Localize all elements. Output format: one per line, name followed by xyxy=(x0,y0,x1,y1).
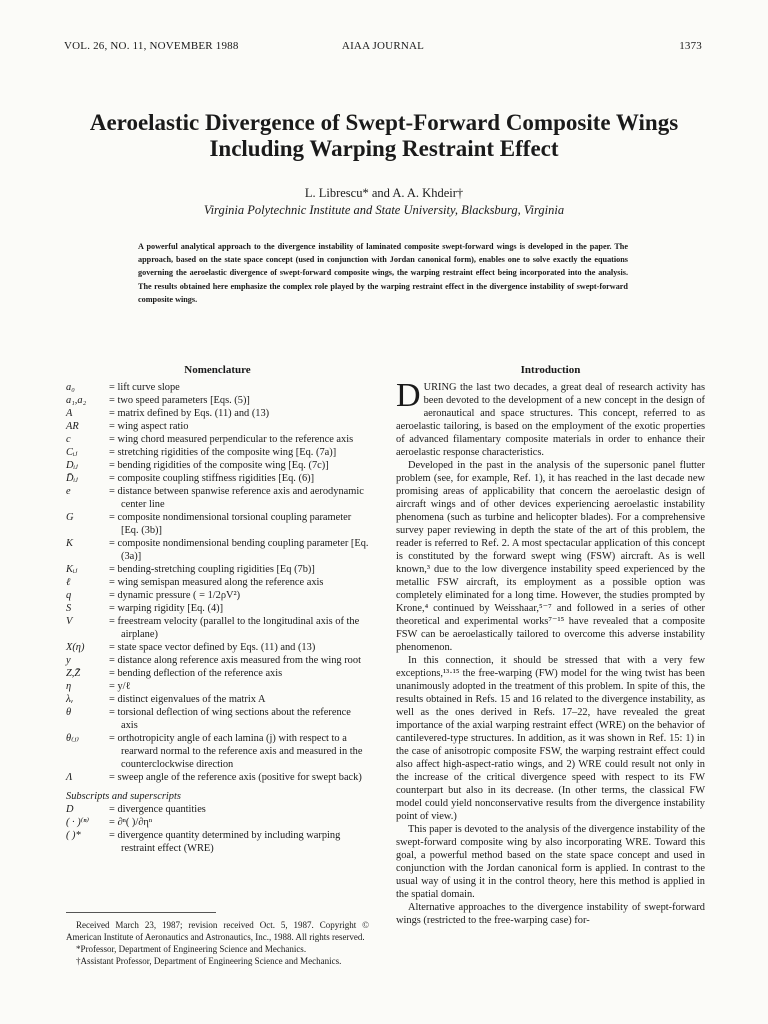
nomenclature-symbol: θ₍ⱼ₎ xyxy=(66,733,79,744)
nomenclature-symbol: Kᵢⱼ xyxy=(66,564,78,575)
nomenclature-entry xyxy=(66,732,369,771)
nomenclature-symbol: θ xyxy=(66,707,72,718)
nomenclature-definition: = distance along reference axis measured from the wing root xyxy=(109,655,361,666)
right-column xyxy=(396,364,705,927)
nomenclature-symbol: D xyxy=(66,804,74,815)
footnote-rule xyxy=(66,912,216,913)
nomenclature-entry xyxy=(66,511,369,537)
nomenclature-entry xyxy=(66,589,369,602)
nomenclature-definition: = ∂ⁿ( )/∂ηⁿ xyxy=(109,817,153,828)
nomenclature-symbol: V xyxy=(66,616,73,627)
nomenclature-entry xyxy=(66,485,369,511)
nomenclature-symbol: q xyxy=(66,590,72,601)
intro-paragraph-2: Developed in the past in the analysis of the supersonic panel flutter problem (see, for example, Ref. 1), it has reached in the last decade new promising areas of applicability that concern the aeroelastic design of aircraft wings and of other devices experiencing aeroelastic instability phenomena (such as turbine and helicopter blades). For a comprehensive survey paper reviewing in depth the state of the art of this problem, the reader is referred to Ref. 2. A most spectacular application of this concept is constituted by the forward swept wing (FSW) aircraft. As is well known,³ due to the low divergence instability speed experienced by the metallic FSW aircraft, its employment as a possible option was completely eliminated for a long time. However, the studies prompted by Krone,⁴ continued by Weisshaar,⁵⁻⁷ and followed in a series of other theoretical and experimental works⁷⁻¹⁵ have revealed that a composite FSW can be aeroelastically tailored to overcome this adverse instability phenomenon. xyxy=(396,460,705,653)
nomenclature-entry xyxy=(66,680,369,693)
nomenclature-definition: = bending-stretching coupling rigidities [Eq (7b)] xyxy=(109,564,315,575)
intro-paragraph-5: Alternative approaches to the divergence instability of swept-forward wings (restricted to the free-warping case) for- xyxy=(396,902,705,926)
nomenclature-definition: = composite nondimensional bending coupling parameter [Eq. (3a)] xyxy=(109,538,369,562)
affiliation: Virginia Polytechnic Institute and State University, Blacksburg, Virginia xyxy=(203,203,565,217)
nomenclature-entry xyxy=(66,446,369,459)
drop-cap: D xyxy=(396,377,421,414)
nomenclature-definition: = wing chord measured perpendicular to the reference axis xyxy=(109,434,354,445)
title-line-1: Aeroelastic Divergence of Swept-Forward Composite Wings xyxy=(89,110,679,135)
nomenclature-entry xyxy=(66,563,369,576)
nomenclature-definition: = two speed parameters [Eqs. (5)] xyxy=(109,395,250,406)
nomenclature-definition: = bending rigidities of the composite wing [Eq. (7c)] xyxy=(109,460,329,471)
nomenclature-definition: = lift curve slope xyxy=(109,382,180,393)
nomenclature-definition: = torsional deflection of wing sections about the reference axis xyxy=(109,707,351,731)
nomenclature-symbol: ℓ xyxy=(66,577,71,588)
page-number: 1373 xyxy=(679,40,702,52)
nomenclature-definition: = sweep angle of the reference axis (positive for swept back) xyxy=(109,772,362,783)
nomenclature-symbol: ( · )⁽ⁿ⁾ xyxy=(66,817,90,828)
nomenclature-definition: = divergence quantities xyxy=(109,804,206,815)
running-header xyxy=(64,40,702,56)
nomenclature-symbol: S xyxy=(66,603,72,614)
nomenclature-entry xyxy=(66,641,369,654)
nomenclature-definition: = y/ℓ xyxy=(109,681,131,692)
nomenclature-definition: = freestream velocity (parallel to the longitudinal axis of the airplane) xyxy=(109,616,360,640)
nomenclature-definition: = state space vector defined by Eqs. (11) and (13) xyxy=(109,642,316,653)
nomenclature-definition: = composite nondimensional torsional coupling parameter [Eq. (3b)] xyxy=(109,512,352,536)
nomenclature-symbol: λᵥ xyxy=(66,694,74,705)
nomenclature-entry xyxy=(66,433,369,446)
footnote-received: Received March 23, 1987; revision received Oct. 5, 1987. Copyright © American Institute of Aeronautics and Astronautics, Inc., 1988. All rights reserved. xyxy=(66,920,369,942)
nomenclature-definition: = warping rigidity [Eq. (4)] xyxy=(109,603,224,614)
nomenclature-entry xyxy=(66,771,369,784)
nomenclature-symbol: Z,Z̄ xyxy=(66,668,81,679)
nomenclature-definition: = matrix defined by Eqs. (11) and (13) xyxy=(109,408,270,419)
nomenclature-symbol: D̄ᵢⱼ xyxy=(66,473,78,484)
title-line-2: Including Warping Restraint Effect xyxy=(209,136,559,161)
nomenclature-symbol: Cᵢⱼ xyxy=(66,447,78,458)
nomenclature-definition: = dynamic pressure ( = 1/2ρV²) xyxy=(109,590,241,601)
nomenclature-symbol: Λ xyxy=(66,772,73,783)
intro-paragraph-4: This paper is devoted to the analysis of the divergence instability of the swept-forward composite wing by also incorporating WRE. Toward this goal, a powerful method based on the state space concept and used in conjunction with the Jordan canonical form is applied. In contrast to the usual way of using it in the control theory, here this method is applied in the spatial domain. xyxy=(396,824,705,900)
footnote-assistant: †Assistant Professor, Department of Engineering Science and Mechanics. xyxy=(76,956,342,966)
nomenclature-entry xyxy=(66,576,369,589)
nomenclature-definition: = distinct eigenvalues of the matrix A xyxy=(109,694,266,705)
nomenclature-symbol: a₀ xyxy=(66,382,75,393)
nomenclature-entry xyxy=(66,667,369,680)
subscripts-heading: Subscripts and superscripts xyxy=(66,791,181,802)
nomenclature-definition: = divergence quantity determined by including warping restraint effect (WRE) xyxy=(109,830,341,854)
journal-name: AIAA JOURNAL xyxy=(341,40,425,52)
nomenclature-entry xyxy=(66,706,369,732)
nomenclature-entry xyxy=(66,803,369,816)
nomenclature-definition: = wing aspect ratio xyxy=(109,421,189,432)
nomenclature-symbol: G xyxy=(66,512,74,523)
nomenclature-symbol: e xyxy=(66,486,71,497)
nomenclature-entry xyxy=(66,394,369,407)
intro-paragraph-3: In this connection, it should be stressed that with a very few exceptions,¹³·¹⁵ the free-warping (FW) model for the wing twist has been unanimously adopted in the treatment of this problem. In spite of this, the results obtained in Refs. 15 and 16 related to the divergence instability, as well as the ones derived in Refs. 17–22, have revealed the great importance of the axial warping restraint effect (WRE) on the behavior of cantilevered-type structures. In addition, as it was shown in Ref. 15: 1) in the case of anisotropic composite FSW, the warping restraint effect could also affect high-aspect-ratio wings, and 2) WRE could result not only in the increase of the critical divergence speed with respect to its FW counterpart but also in its decrease. (In other terms, the classical FW model could yield nonconservative results from the divergence instability point of view.) xyxy=(396,655,705,822)
nomenclature-symbol: y xyxy=(66,655,71,666)
nomenclature-entry xyxy=(66,615,369,641)
intro-paragraph-1-text: URING the last two decades, a great deal of research activity has been devoted to the development of a new concept in the design of aeronautical and space structures. This concept, referred to as aeroelastic tailoring, is based on the employment of the exotic properties of advanced filamentary composite materials in order to enhance their aeroelastic response characteristics. xyxy=(396,382,705,458)
nomenclature-symbol: X(η) xyxy=(66,642,85,653)
nomenclature-entry xyxy=(66,472,369,485)
footnote-professor: *Professor, Department of Engineering Science and Mechanics. xyxy=(76,944,307,954)
nomenclature-entry xyxy=(66,420,369,433)
nomenclature-heading: Nomenclature xyxy=(184,364,251,376)
footnotes xyxy=(66,912,369,967)
nomenclature-list xyxy=(66,381,369,784)
nomenclature-definition: = orthotropicity angle of each lamina (j) with respect to a rearward normal to the reference axis and measured in the counterclockwise direction xyxy=(109,733,363,770)
introduction-heading: Introduction xyxy=(520,364,581,376)
nomenclature-symbol: A xyxy=(66,408,73,419)
left-column xyxy=(66,364,369,855)
nomenclature-entry xyxy=(66,693,369,706)
volume-info: VOL. 26, NO. 11, NOVEMBER 1988 xyxy=(64,40,239,52)
nomenclature-definition: = distance between spanwise reference axis and aerodynamic center line xyxy=(109,486,364,510)
nomenclature-definition: = bending deflection of the reference axis xyxy=(109,668,283,679)
subscripts-list xyxy=(66,803,369,855)
nomenclature-entry xyxy=(66,829,369,855)
nomenclature-symbol: AR xyxy=(66,421,79,432)
article-title xyxy=(60,110,708,162)
nomenclature-symbol: ( )* xyxy=(66,830,81,841)
nomenclature-symbol: c xyxy=(66,434,71,445)
nomenclature-symbol: η xyxy=(66,681,72,692)
nomenclature-entry xyxy=(66,407,369,420)
nomenclature-definition: = composite coupling stiffness rigidities [Eq. (6)] xyxy=(109,473,315,484)
abstract: A powerful analytical approach to the divergence instability of laminated composite swept-forward wings is developed in the paper. The approach, based on the state space concept (used in conjunction with Jordan canonical form), enables one to solve exactly the equations governing the aeroelastic divergence of swept-forward composite wings, the warping restraint effect being incorporated into the analysis. The results obtained here emphasize the complex role played by the warping restraint effect in the divergence instability of swept-forward composite wings. xyxy=(138,242,628,304)
nomenclature-entry xyxy=(66,459,369,472)
nomenclature-entry xyxy=(66,537,369,563)
nomenclature-definition: = stretching rigidities of the composite wing [Eq. (7a)] xyxy=(109,447,337,458)
authors: L. Librescu* and A. A. Khdeir† xyxy=(304,186,464,200)
nomenclature-definition: = wing semispan measured along the reference axis xyxy=(109,577,324,588)
nomenclature-symbol: Dᵢⱼ xyxy=(66,460,78,471)
intro-paragraph-1 xyxy=(396,377,705,459)
nomenclature-entry xyxy=(66,654,369,667)
nomenclature-entry xyxy=(66,381,369,394)
nomenclature-symbol: a₁,a₂ xyxy=(66,395,87,406)
nomenclature-entry xyxy=(66,602,369,615)
nomenclature-entry xyxy=(66,816,369,829)
nomenclature-symbol: K xyxy=(66,538,73,549)
